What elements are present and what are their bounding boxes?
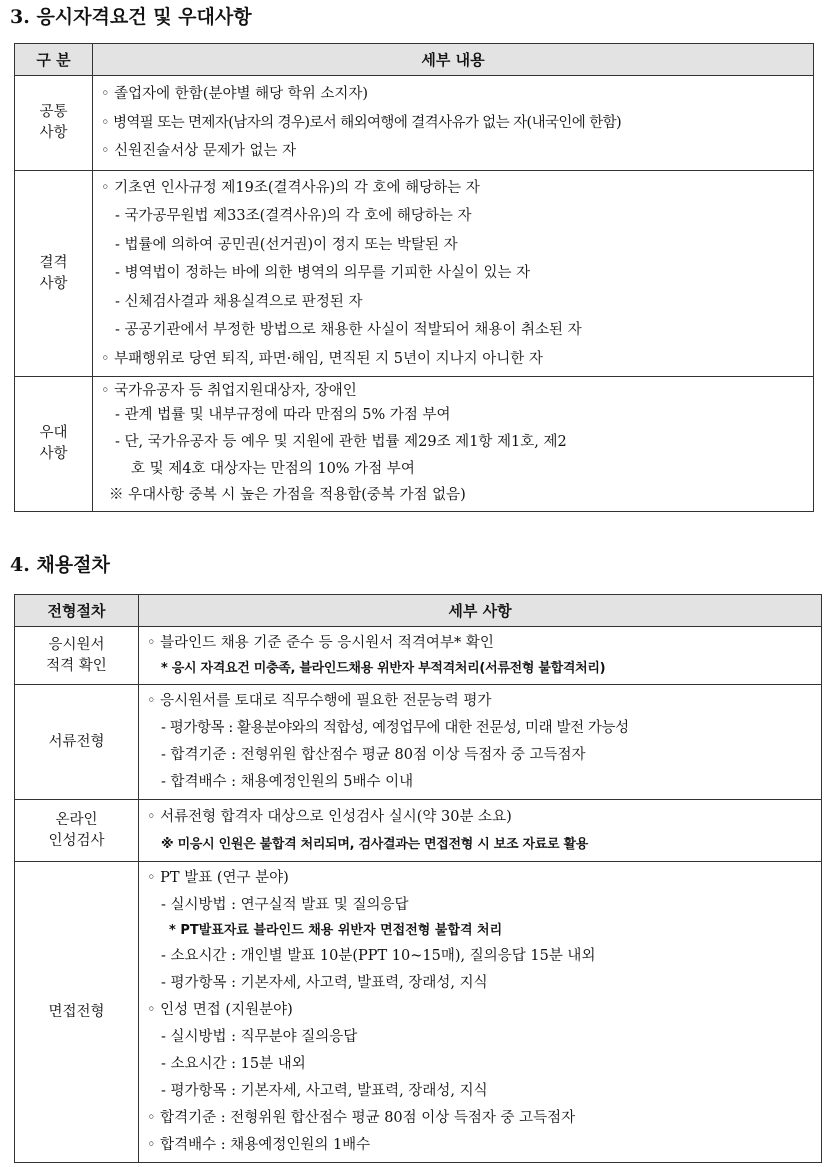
table-row-application	[15, 627, 822, 685]
list-item: ◦ 서류전형 합격자 대상으로 인성검사 실시(약 30분 소요)	[147, 808, 512, 825]
list-item: - 국가공무원법 제33조(결격사유)의 각 호에 해당하는 자	[115, 208, 472, 225]
header-procedure: 전형절차	[15, 595, 139, 627]
row-content-personality	[139, 800, 822, 862]
list-item: - 평가항목 : 활용분야와의 적합성, 예정업무에 대한 전문성, 미래 발전 가능성	[161, 720, 629, 736]
list-item: ◦ 합격기준 : 전형위원 합산점수 평균 80점 이상 득점자 중 고득점자	[147, 1110, 576, 1126]
header-category: 구 분	[15, 44, 93, 76]
list-item: - 합격기준 : 전형위원 합산점수 평균 80점 이상 득점자 중 고득점자	[161, 747, 586, 763]
list-item: - 소요시간 : 15분 내외	[161, 1056, 306, 1072]
list-item: - 평가항목 : 기본자세, 사고력, 발표력, 장래성, 지식	[161, 1083, 488, 1099]
table-row-interview	[15, 862, 822, 1163]
list-item: - 합격배수 : 채용예정인원의 5배수 이내	[161, 774, 414, 790]
list-item: - 단, 국가유공자 등 예우 및 지원에 관한 법률 제29조 제1항 제1호, 제2	[115, 434, 567, 450]
list-item: ◦ PT 발표 (연구 분야)	[147, 870, 289, 886]
procedure-table	[14, 594, 822, 1163]
row-content-disqualification	[93, 171, 814, 377]
list-item: ※ 미응시 인원은 불합격 처리되며, 검사결과는 면접전형 시 보조 자료로 활용	[161, 836, 588, 852]
eligibility-table	[14, 43, 814, 512]
header-details: 세부 사항	[139, 595, 822, 627]
list-item: - 병역법이 정하는 바에 의한 병역의 의무를 기피한 사실이 있는 자	[115, 265, 531, 282]
row-label-disqualification: 결격 사항	[15, 171, 93, 377]
table-row-preference	[15, 377, 814, 512]
row-content-document	[139, 685, 822, 800]
list-item: ◦ 국가유공자 등 취업지원대상자, 장애인	[101, 383, 357, 399]
list-item: ◦ 인성 면접 (지원분야)	[147, 1002, 293, 1018]
list-item: - 공공기관에서 부정한 방법으로 채용한 사실이 적발되어 채용이 취소된 자	[115, 322, 582, 339]
list-item: ◦ 부패행위로 당연 퇴직, 파면·해임, 면직된 지 5년이 지나지 아니한 자	[101, 350, 543, 367]
row-label-common: 공통 사항	[15, 76, 93, 171]
list-item: - 소요시간 : 개인별 발표 10분(PPT 10~15매), 질의응답 15분 내외	[161, 948, 596, 964]
row-label-interview: 면접전형	[15, 862, 139, 1163]
list-item: ◦ 졸업자에 한함(분야별 해당 학위 소지자)	[101, 86, 369, 103]
list-item: - 실시방법 : 직무분야 질의응답	[161, 1029, 358, 1045]
list-item: ◦ 병역필 또는 면제자(남자의 경우)로서 해외여행에 결격사유가 없는 자(내국인에 한함)	[101, 114, 622, 131]
table-header-row	[15, 44, 814, 76]
row-content-preference	[93, 377, 814, 512]
row-content-common	[93, 76, 814, 171]
row-label-personality: 온라인 인성검사	[15, 800, 139, 862]
list-item: ◦ 신원진술서상 문제가 없는 자	[101, 143, 297, 160]
row-content-interview	[139, 862, 822, 1163]
row-content-application	[139, 627, 822, 685]
row-label-preference: 우대 사항	[15, 377, 93, 512]
list-item: - 평가항목 : 기본자세, 사고력, 발표력, 장래성, 지식	[161, 975, 488, 991]
list-item: ◦ 블라인드 채용 기준 준수 등 응시원서 적격여부* 확인	[147, 634, 494, 651]
section-3-title: 3. 응시자격요건 및 우대사항	[10, 6, 252, 28]
list-item: 호 및 제4호 대상자는 만점의 10% 가점 부여	[131, 461, 415, 477]
table-row-personality	[15, 800, 822, 862]
list-item: - 법률에 의하여 공민권(선거권)이 정지 또는 박탈된 자	[115, 236, 458, 253]
list-item: ◦ 합격배수 : 채용예정인원의 1배수	[147, 1137, 371, 1153]
list-item: - 실시방법 : 연구실적 발표 및 질의응답	[161, 897, 409, 913]
list-item: - 관계 법률 및 내부규정에 따라 만점의 5% 가점 부여	[115, 407, 451, 423]
row-label-document: 서류전형	[15, 685, 139, 800]
list-item: - 신체검사결과 채용실격으로 판정된 자	[115, 293, 363, 310]
table-row-document	[15, 685, 822, 800]
table-row-disqualification	[15, 171, 814, 377]
row-label-application: 응시원서 적격 확인	[15, 627, 139, 685]
header-details: 세부 내용	[93, 44, 814, 76]
table-header-row	[15, 595, 822, 627]
list-item: ※ 우대사항 중복 시 높은 가점을 적용함(중복 가점 없음)	[109, 487, 466, 503]
list-item: ◦ 기초연 인사규정 제19조(결격사유)의 각 호에 해당하는 자	[101, 180, 480, 197]
section-4-title: 4. 채용절차	[10, 554, 110, 576]
list-item: * 응시 자격요건 미충족, 블라인드채용 위반자 부적격처리(서류전형 불합격처리)	[161, 660, 606, 676]
list-item: ◦ 응시원서를 토대로 직무수행에 필요한 전문능력 평가	[147, 693, 492, 709]
table-row-common	[15, 76, 814, 171]
list-item: * PT발표자료 블라인드 채용 위반자 면접전형 불합격 처리	[169, 923, 503, 938]
